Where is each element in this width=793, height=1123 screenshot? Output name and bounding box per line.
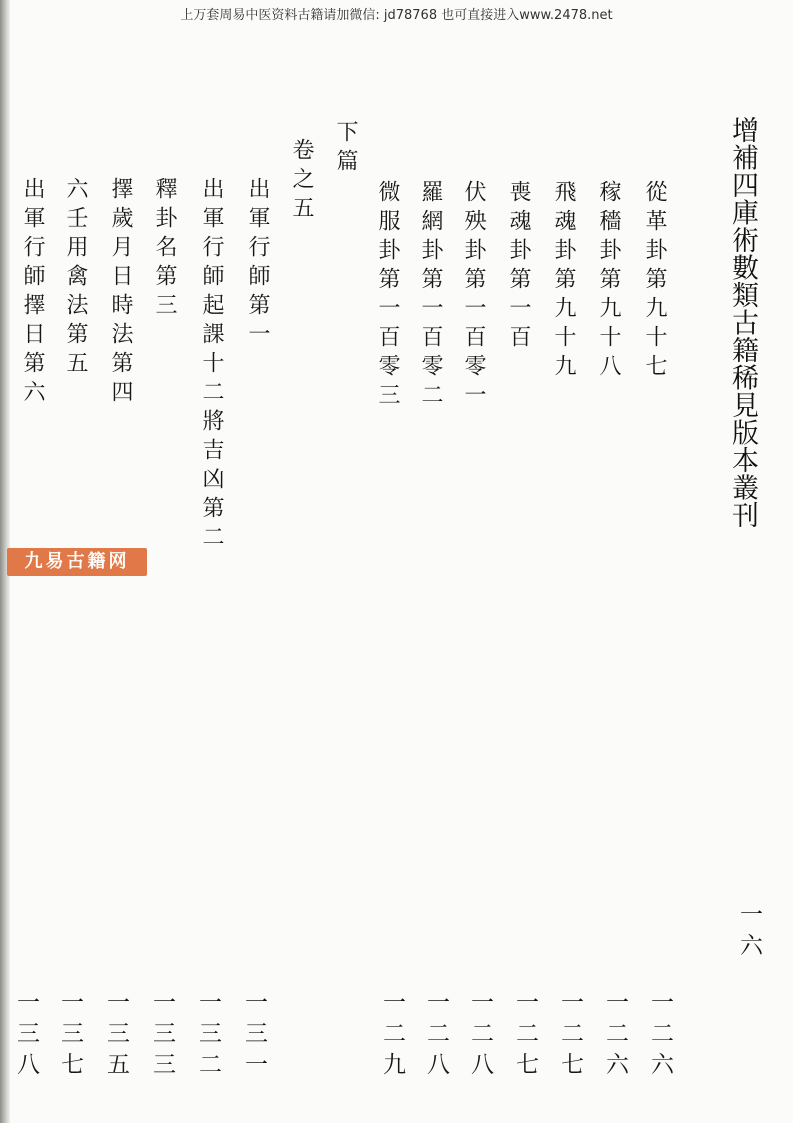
toc-entry-lower-5: 六壬用禽法第五 [63,177,88,380]
toc-page-number: 一三三 [149,990,175,1083]
toc-page-number: 一三五 [103,990,129,1083]
toc-entry-lower-6: 出軍行師擇日第六 [20,177,45,409]
toc-entry-103: 微服卦第一百零三 [375,180,400,412]
toc-entry-102: 羅網卦第一百零二 [418,180,443,412]
toc-entry-101: 伏殃卦第一百零一 [461,180,486,412]
series-title: 增補四庫術數類古籍稀見版本叢刊 [727,116,758,529]
toc-page-number: 一三一 [241,990,267,1083]
site-stamp: 九易古籍网 [7,548,147,576]
watermark-text: 上万套周易中医资料古籍请加微信: jd78768 也可直接进入www.2478.net [180,8,613,23]
toc-entry-lower-2: 出軍行師起課十二將吉凶第二 [199,177,224,554]
toc-page-number: 一三七 [57,990,83,1083]
toc-entry-99: 飛魂卦第九十九 [551,180,576,383]
page-number: 一六 [736,902,762,964]
part-label: 下篇 [333,120,358,178]
volume-label: 卷之五 [289,138,314,225]
toc-entry-98: 稼穡卦第九十八 [596,180,621,383]
toc-page-number: 一二八 [423,990,449,1083]
toc-entry-lower-4: 擇歲月日時法第四 [108,177,133,409]
toc-page-number: 一二六 [647,990,673,1083]
toc-entry-100: 喪魂卦第一百 [506,180,531,354]
toc-page-number: 一三八 [13,990,39,1083]
toc-page-number: 一二七 [557,990,583,1083]
toc-page-number: 一二八 [467,990,493,1083]
toc-entry-97: 從革卦第九十七 [642,180,667,383]
toc-page-number: 一二六 [602,990,628,1083]
toc-page-number: 一二九 [379,990,405,1083]
toc-entry-lower-1: 出軍行師第一 [245,177,270,351]
toc-page-number: 一三二 [195,990,221,1083]
toc-page-number: 一二七 [512,990,538,1083]
toc-entry-lower-3: 釋卦名第三 [152,177,177,322]
